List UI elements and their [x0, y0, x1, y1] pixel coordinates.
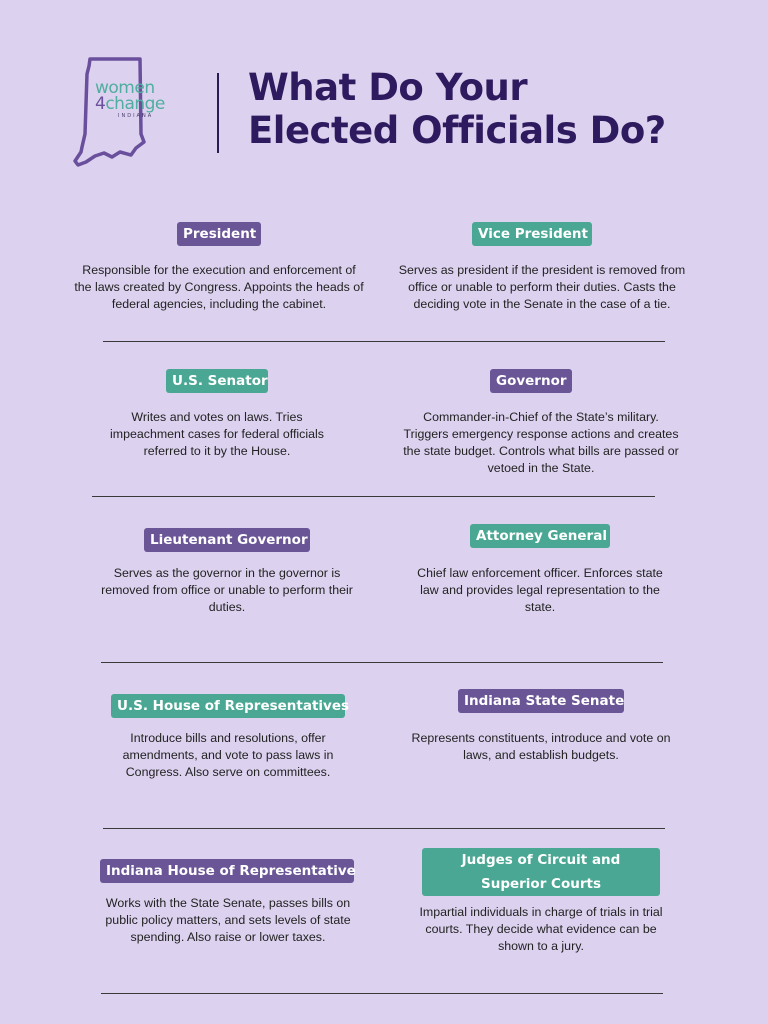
logo-word-change: change — [105, 94, 165, 114]
role-badge: Indiana House of Representative — [100, 859, 354, 883]
role-description: Introduce bills and resolutions, offer amendments, and vote to pass laws in Congress. Also serve on committees. — [122, 731, 334, 779]
logo-word-women: women — [95, 78, 155, 98]
role-description: Serves as president if the president is removed from office or unable to perform their duties. Casts the deciding vote in the Senate in the case of a tie. — [398, 263, 686, 311]
section-divider — [101, 993, 663, 994]
header — [0, 0, 768, 200]
page-title — [248, 66, 666, 152]
role-description: Impartial individuals in charge of trials in trial courts. They decide what evidence can be shown to a jury. — [419, 905, 663, 953]
role-description: Serves as the governor in the governor is removed from office or unable to perform their duties. — [101, 566, 353, 614]
role-description: Represents constituents, introduce and vote on laws, and establish budgets. — [411, 731, 671, 762]
role-badge: U.S. Senator — [166, 369, 268, 393]
role-badge: Indiana State Senate — [458, 689, 624, 713]
role-badge: Governor — [490, 369, 572, 393]
page-title-line-2: Elected Officials Do? — [248, 109, 666, 152]
role-badge: Lieutenant Governor — [144, 528, 310, 552]
role-description: Chief law enforcement officer. Enforces state law and provides legal representation to the state. — [417, 566, 663, 614]
role-badge: U.S. House of Representatives — [111, 694, 345, 718]
logo-word-4change — [95, 95, 165, 113]
logo-subtext: INDIANA — [118, 113, 154, 119]
section-divider — [101, 662, 663, 663]
section-divider — [103, 828, 665, 829]
role-badge: Vice President — [472, 222, 592, 246]
section-divider — [92, 496, 655, 497]
role-badge: Judges of Circuit and Superior Courts — [422, 848, 660, 896]
role-description: Writes and votes on laws. Tries impeachment cases for federal officials referred to it by the House. — [110, 410, 324, 458]
role-badge: President — [177, 222, 261, 246]
role-description: Responsible for the execution and enforcement of the laws created by Congress. Appoints the heads of federal agencies, including the cabinet. — [74, 263, 364, 311]
role-description: Commander-in-Chief of the State’s military. Triggers emergency response actions and creates the state budget. Controls what bills are passed or vetoed in the State. — [403, 410, 679, 475]
role-badge: Attorney General — [470, 524, 610, 548]
section-divider — [103, 341, 665, 342]
role-description: Works with the State Senate, passes bills on public policy matters, and sets levels of state spending. Also raise or lower taxes. — [105, 896, 351, 944]
logo-digit-4: 4 — [95, 94, 106, 114]
header-divider — [217, 73, 219, 153]
women4change-logo — [68, 52, 188, 172]
page-title-line-1: What Do Your — [248, 66, 528, 109]
